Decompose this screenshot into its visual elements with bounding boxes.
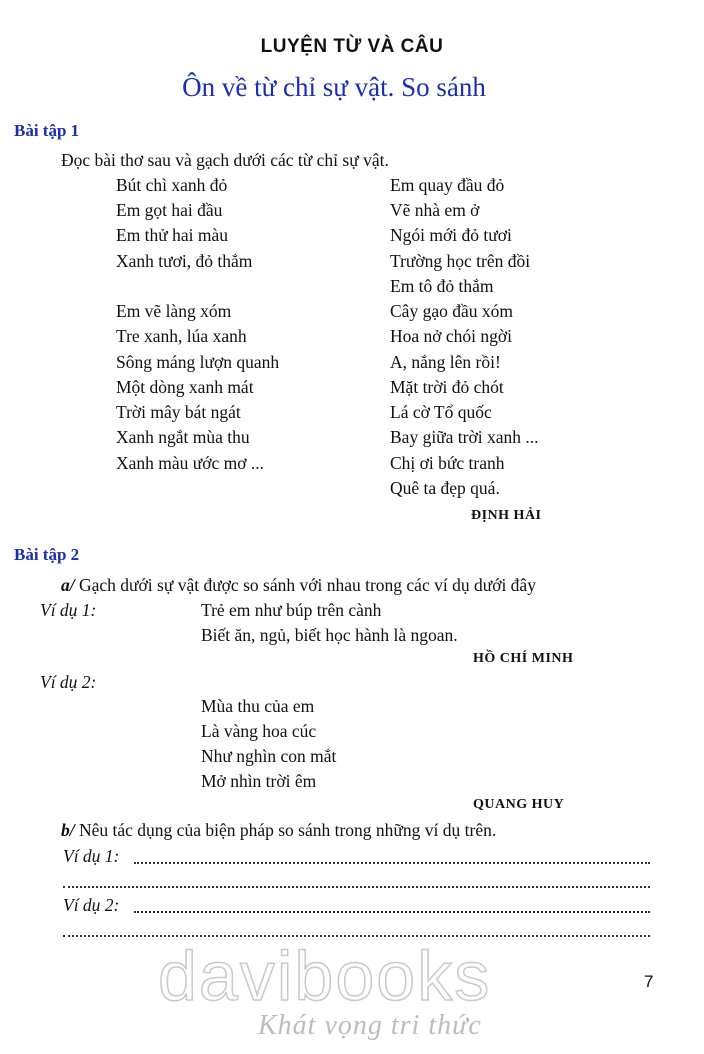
answer-line-1a[interactable]	[134, 862, 650, 864]
poem-line: Em thử hai màu	[116, 225, 229, 245]
example-2-line: Mở nhìn trời êm	[201, 771, 317, 791]
answer-label-2: Ví dụ 2:	[63, 895, 120, 915]
answer-line-1b[interactable]	[63, 886, 650, 888]
example-2-author: QUANG HUY	[473, 797, 565, 812]
watermark-logo: davibooks	[158, 937, 492, 1015]
example-2-label: Ví dụ 2:	[40, 672, 97, 692]
poem-line: Em tô đỏ thắm	[390, 276, 494, 296]
part-a-instruction	[61, 575, 536, 596]
poem-line: Xanh màu ước mơ ...	[116, 453, 265, 473]
example-1-line: Trẻ em như búp trên cành	[201, 600, 382, 620]
part-b-text: Nêu tác dụng của biện pháp so sánh trong những ví dụ trên.	[74, 820, 497, 840]
poem-line: Tre xanh, lúa xanh	[116, 326, 247, 346]
exercise-2-heading: Bài tập 2	[14, 545, 80, 564]
watermark-slogan: Khát vọng tri thức	[258, 1010, 482, 1041]
poem-author: ĐỊNH HẢI	[471, 508, 542, 523]
answer-line-2a[interactable]	[134, 911, 650, 913]
poem-line: Ngói mới đỏ tươi	[390, 225, 512, 245]
example-2-line: Là vàng hoa cúc	[201, 721, 317, 741]
poem-line: Bay giữa trời xanh ...	[390, 427, 539, 447]
poem-line: Xanh ngắt mùa thu	[116, 427, 250, 447]
poem-line: Em vẽ làng xóm	[116, 301, 232, 321]
poem-line: Quê ta đẹp quá.	[390, 478, 500, 498]
poem-line: Mặt trời đỏ chót	[390, 377, 504, 397]
part-a-text: Gạch dưới sự vật được so sánh với nhau trong các ví dụ dưới đây	[74, 575, 536, 595]
example-1-author: HỒ CHÍ MINH	[473, 651, 574, 666]
poem-line: Trời mây bát ngát	[116, 402, 241, 422]
poem-line: Lá cờ Tổ quốc	[390, 402, 492, 422]
example-2-line: Mùa thu của em	[201, 696, 315, 716]
poem-line: Cây gạo đầu xóm	[390, 301, 513, 321]
poem-line: Một dòng xanh mát	[116, 377, 254, 397]
poem-line: Trường học trên đồi	[390, 251, 531, 271]
example-1-label: Ví dụ 1:	[40, 600, 97, 620]
poem-line: Xanh tươi, đỏ thắm	[116, 251, 253, 271]
page-number: 7	[644, 972, 654, 991]
page-title: Ôn về từ chỉ sự vật. So sánh	[182, 72, 486, 102]
poem-line: Hoa nở chói ngời	[390, 326, 513, 346]
poem-line: Chị ơi bức tranh	[390, 453, 505, 473]
poem-line: Bút chì xanh đỏ	[116, 175, 228, 195]
section-label: LUYỆN TỪ VÀ CÂU	[260, 36, 444, 57]
exercise-1-instruction: Đọc bài thơ sau và gạch dưới các từ chỉ sự vật.	[61, 150, 389, 170]
poem-line: A, nắng lên rồi!	[390, 352, 501, 372]
exercise-1-heading: Bài tập 1	[14, 121, 80, 140]
example-1-line: Biết ăn, ngủ, biết học hành là ngoan.	[201, 625, 458, 645]
part-b-label: b/	[61, 820, 75, 840]
poem-line: Em quay đầu đỏ	[390, 175, 505, 195]
poem-line: Vẽ nhà em ở	[390, 200, 480, 220]
part-a-label: a/	[61, 575, 75, 595]
poem-line: Em gọt hai đầu	[116, 200, 223, 220]
part-b-instruction	[61, 820, 496, 841]
answer-label-1: Ví dụ 1:	[63, 846, 120, 866]
example-2-line: Như nghìn con mắt	[201, 746, 337, 766]
poem-line: Sông máng lượn quanh	[116, 352, 280, 372]
